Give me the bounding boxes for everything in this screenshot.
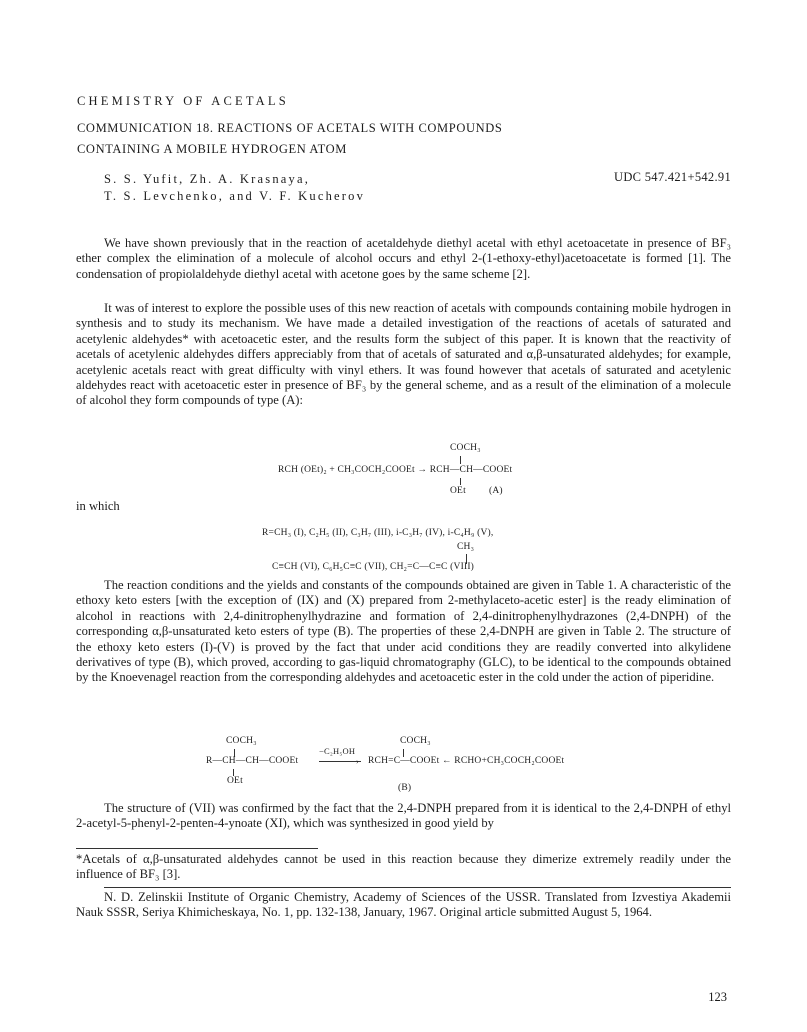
r-groups-line2: C≡CH (VI), C₆H₅C≡C (VII), CH₂=C—C≡C (VIII)	[272, 562, 475, 572]
udc-code: UDC 547.421+542.91	[614, 170, 731, 184]
scheme-a-label: (A)	[489, 486, 503, 496]
r-groups-line1: R=CH₃ (I), C₂H₅ (II), C₃H₇ (III), i-C₃H₇ (IV), i-C₄H₉ (V),	[262, 528, 494, 538]
institute-rule	[104, 887, 731, 888]
scheme-b-bond-down	[233, 769, 234, 776]
paragraph-1: We have shown previously that in the reaction of acetaldehyde diethyl acetal with ethyl acetoacetate in presence of BF₃ ether complex the elimination of a molecule of alcohol occurs and ethyl 2-(1-ethoxy-ethyl)acetoacetate is formed [1]. The condensation of propiolaldehyde diethyl acetal with acetone goes by the same scheme [2].	[76, 236, 731, 281]
scheme-b-oet: OEt	[227, 776, 243, 786]
article-title: CHEMISTRY OF ACETALS	[77, 94, 289, 108]
page-number: 123	[708, 990, 727, 1004]
scheme-a-bond-up	[460, 456, 461, 464]
in-which-text: in which	[76, 499, 120, 513]
footnote: *Acetals of α,β-unsaturated aldehydes cannot be used in this reaction because they dimerize extremely readily under the influence of BF₃ [3].	[76, 852, 731, 882]
scheme-b-arrowhead: ›	[356, 757, 359, 766]
scheme-b-coch3-left: COCH₃	[226, 736, 257, 746]
paragraph-2: It was of interest to explore the possible uses of this new reaction of acetals with compounds containing mobile hydrogen in synthesis and to study its mechanism. We have made a detailed investigation of the reactions of acetals of saturated and acetylenic aldehydes* with acetoacetic ester, and the results form the subject of this paper. It is known that the reactivity of acetals of acetylenic aldehydes differs appreciably from that of acetals of saturated and α,β-unsaturated aldehydes; for example, acetylenic acetals react with great difficulty with vinyl ethers. It was found however that acetals of saturated and acetylenic aldehydes react with acetoacetic ester in presence of BF₃ by the general scheme, and as a result of the elimination of a molecule of alcohol they form compounds of type (A):	[76, 301, 731, 408]
scheme-a-coch3: COCH₃	[450, 443, 481, 453]
authors-line2: T. S. Levchenko, and V. F. Kucherov	[104, 189, 366, 203]
scheme-b-arrow	[319, 761, 361, 762]
scheme-a-reaction: RCH (OEt)₂ + CH₃COCH₂COOEt → RCH—CH—COOEt	[278, 465, 513, 475]
authors-line1: S. S. Yufit, Zh. A. Krasnaya,	[104, 172, 311, 186]
scheme-b-right: RCH=C—COOEt ← RCHO+CH₃COCH₂COOEt	[368, 756, 565, 766]
scheme-a-oet: OEt	[450, 486, 466, 496]
scheme-b-arrow-label: −C₂H₅OH	[319, 746, 356, 756]
r-groups-ch3: CH₃	[457, 542, 475, 552]
footnote-rule	[76, 848, 318, 849]
paragraph-3: The reaction conditions and the yields and constants of the compounds obtained are given in Table 1. A characteristic of the ethoxy keto esters [with the exception of (IX) and (X) prepared from 2-methylaceto-acetic ester] is the ready elimination of alcohol in reactions with 2,4-dinitrophenylhydrazine and formation of 2,4-dinitrophenylhydrazones (2,4-DNPH) of the corresponding α,β-unsaturated keto esters of type (B). The properties of these 2,4-DNPH are given in Table 2. The structure of the ethoxy keto esters (I)-(V) is proved by the fact that under acid conditions they are readily converted into alkylidene derivatives of type (B), which proved, according to gas-liquid chromatography (GLC), to be identical to the compounds obtained by the Knoevenagel reaction from the corresponding aldehydes and acetoacetic ester in the cold under the action of piperidine.	[76, 578, 731, 685]
scheme-b-left: R—CH—CH—COOEt	[206, 756, 299, 766]
article-subtitle-line2: CONTAINING A MOBILE HYDROGEN ATOM	[77, 142, 347, 156]
scheme-a-bond-down	[460, 478, 461, 485]
scheme-b-label: (B)	[398, 783, 412, 793]
scheme-b-coch3-right: COCH₃	[400, 736, 431, 746]
article-subtitle-line1: COMMUNICATION 18. REACTIONS OF ACETALS WITH COMPOUNDS	[77, 121, 503, 135]
institute-note: N. D. Zelinskii Institute of Organic Chemistry, Academy of Sciences of the USSR. Translated from Izvestiya Akademii Nauk SSSR, Seriya Khimicheskaya, No. 1, pp. 132-138, January, 1967. Original article submitted August 5, 1964.	[76, 890, 731, 919]
paragraph-4: The structure of (VII) was confirmed by the fact that the 2,4-DNPH prepared from it is identical to the 2,4-DNPH of ethyl 2-acetyl-5-phenyl-2-penten-4-ynoate (XI), which was synthesized in good yield by	[76, 801, 731, 831]
